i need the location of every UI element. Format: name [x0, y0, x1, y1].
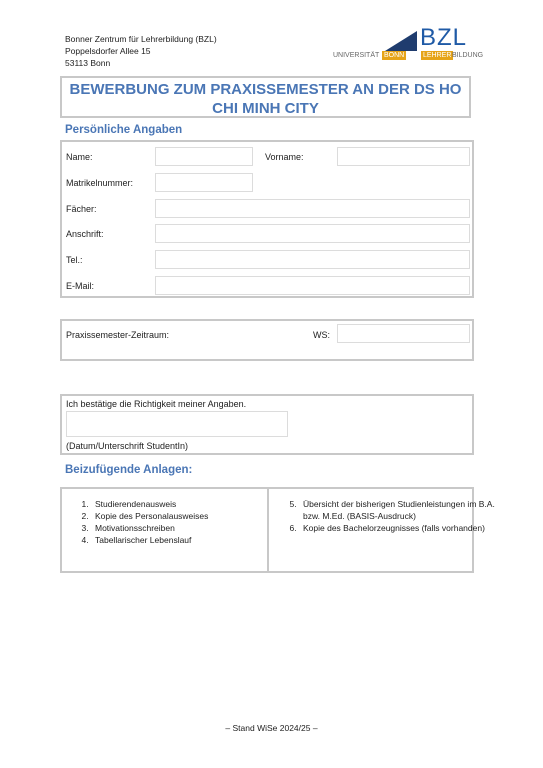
faecher-label: Fächer: — [66, 204, 97, 214]
ws-label: WS: — [313, 330, 330, 340]
period-box — [60, 319, 474, 361]
section-title-personal: Persönliche Angaben — [65, 124, 183, 136]
name-field[interactable] — [155, 147, 253, 166]
ws-field[interactable] — [337, 324, 470, 343]
sender-address — [65, 33, 217, 69]
address-line: Poppelsdorfer Allee 15 — [65, 46, 151, 56]
signature-field[interactable] — [66, 411, 288, 437]
address-line: Bonner Zentrum für Lehrerbildung (BZL) — [65, 34, 217, 44]
list-item: 1. Studierendenausweis — [91, 498, 291, 510]
footer-stand: – Stand WiSe 2024/25 – — [225, 723, 318, 733]
list-item: 5. Übersicht der bisherigen Studienleistungen im B.A. bzw. M.Ed. (BASIS-Ausdruck) — [299, 498, 497, 522]
bzl-logo — [330, 24, 490, 64]
list-item: 3. Motivationsschreiben — [91, 522, 291, 534]
logo-text: BZL — [420, 24, 468, 51]
faecher-field[interactable] — [155, 199, 470, 218]
list-item: 4. Tabellarischer Lebenslauf — [91, 534, 291, 546]
confirmation-box — [60, 394, 474, 455]
tel-field[interactable] — [155, 250, 470, 269]
signature-label: (Datum/Unterschrift StudentIn) — [66, 441, 189, 451]
email-field[interactable] — [155, 276, 470, 295]
confirmation-text: Ich bestätige die Richtigkeit meiner Angaben. — [66, 399, 247, 409]
anschrift-label: Anschrift: — [66, 229, 104, 239]
attachments-list-right — [267, 498, 497, 534]
logo-universitaet: UNIVERSITÄT — [333, 52, 380, 59]
email-label: E-Mail: — [66, 281, 95, 291]
zeitraum-label: Praxissemester-Zeitraum: — [66, 330, 170, 340]
logo-bonn: BONN — [384, 52, 405, 59]
attachments-list-left — [59, 498, 291, 546]
list-item: 2. Kopie des Personalausweises — [91, 510, 291, 522]
tel-label: Tel.: — [66, 255, 83, 265]
personal-data-box — [60, 140, 474, 298]
logo-bildung: BILDUNG — [452, 52, 484, 59]
logo-lehrer: LEHRER — [423, 52, 452, 59]
matrikel-label: Matrikelnummer: — [66, 178, 134, 188]
section-title-attachments: Beizufügende Anlagen: — [65, 464, 193, 476]
vorname-field[interactable] — [337, 147, 470, 166]
name-label: Name: — [66, 152, 93, 162]
logo-triangle-icon — [385, 31, 417, 51]
page-title: BEWERBUNG ZUM PRAXISSEMESTER AN DER DS HO CHI MINH CITY — [60, 76, 471, 118]
vorname-label: Vorname: — [265, 152, 304, 162]
address-line: 53113 Bonn — [65, 58, 111, 68]
anschrift-field[interactable] — [155, 224, 470, 243]
matrikel-field[interactable] — [155, 173, 253, 192]
attachments-box — [60, 487, 495, 573]
list-item: 6. Kopie des Bachelorzeugnisses (falls vorhanden) — [299, 522, 497, 534]
